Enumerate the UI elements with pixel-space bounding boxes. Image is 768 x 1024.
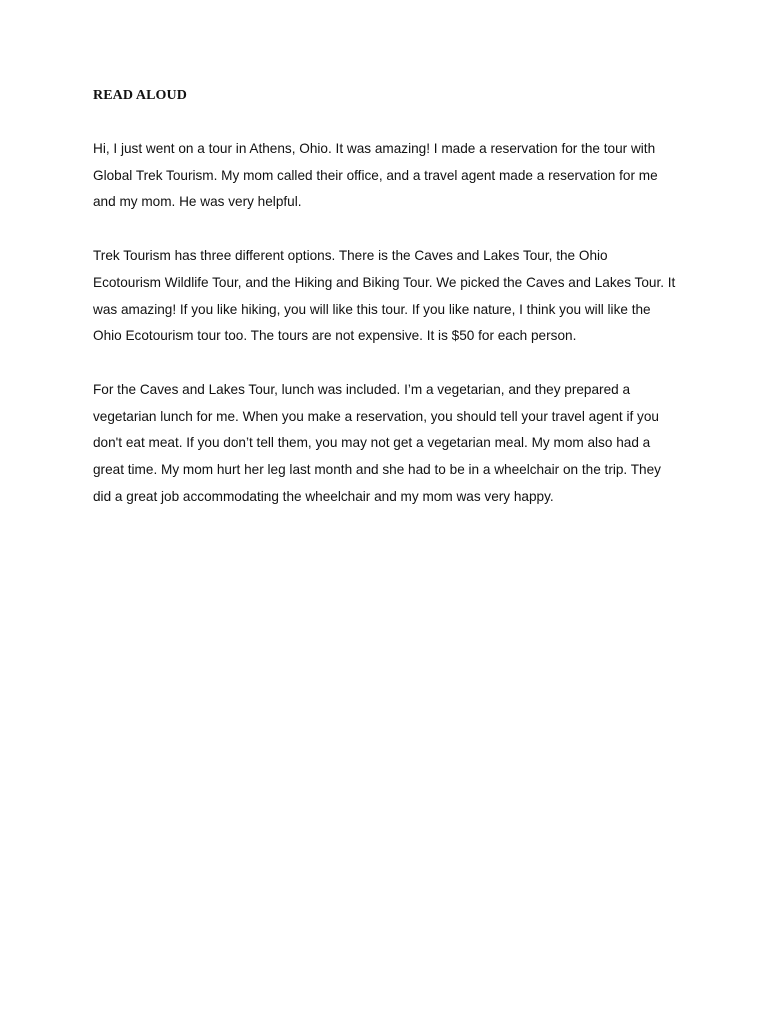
paragraph-3: For the Caves and Lakes Tour, lunch was included. I’m a vegetarian, and they prepared a vegetarian lunch for me. When you make a reservation, you should tell your travel agent if you don't eat meat. If you don’t tell them, you may not get a vegetarian meal. My mom also had a great time. My mom hurt her leg last month and she had to be in a wheelchair on the trip. They did a great job accommodating the wheelchair and my mom was very happy. [93, 381, 661, 504]
paragraph-2: Trek Tourism has three different options. There is the Caves and Lakes Tour, the Ohio Ecotourism Wildlife Tour, and the Hiking and Biking Tour. We picked the Caves and Lakes Tour. It was amazing! If you like hiking, you will like this tour. If you like nature, I think you will like the Ohio Ecotourism tour too. The tours are not expensive. It is $50 for each person. [93, 248, 676, 344]
document-heading: READ ALOUD [93, 88, 187, 103]
paragraph-1: Hi, I just went on a tour in Athens, Ohio. It was amazing! I made a reservation for the tour with Global Trek Tourism. My mom called their office, and a travel agent made a reservation for me and my mom. He was very helpful. [93, 141, 658, 210]
